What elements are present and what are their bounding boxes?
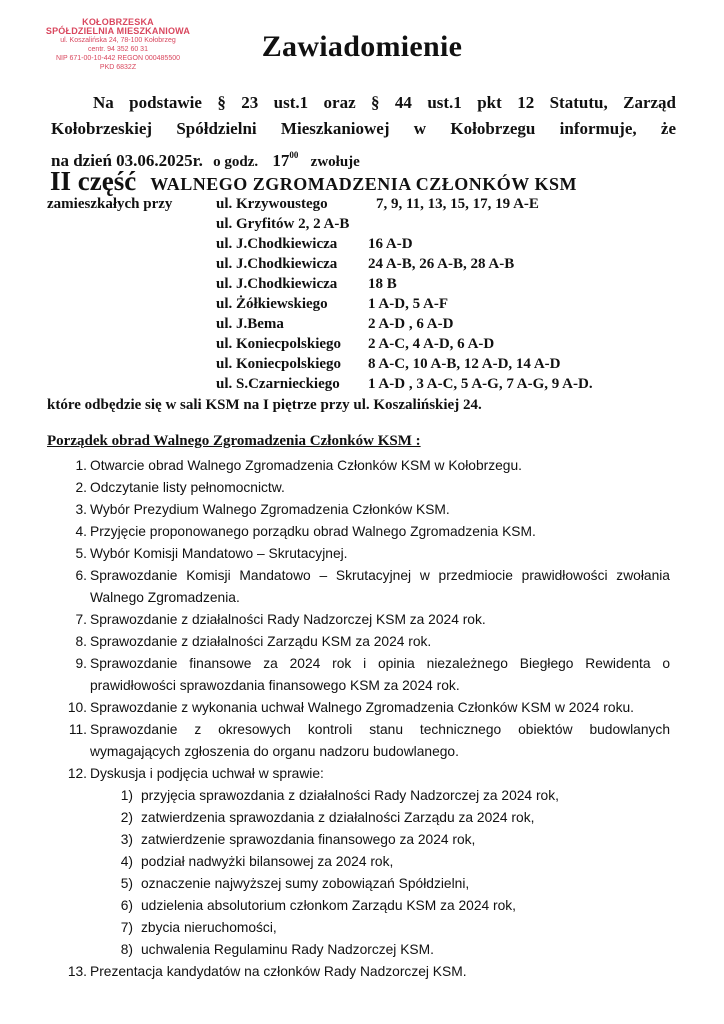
- agenda-item: [58, 719, 670, 763]
- meeting-minutes: 00: [289, 150, 299, 160]
- resolution-item-text: podział nadwyżki bilansowej za 2024 rok,: [141, 854, 394, 869]
- agenda-item-number: 13.: [67, 964, 87, 979]
- street-name: ul. J.Chodkiewicza: [216, 256, 338, 272]
- resolution-item-number: 4): [120, 854, 133, 869]
- resolution-item-number: 8): [120, 942, 133, 957]
- agenda-item-number: 5.: [75, 546, 87, 561]
- resolution-item: [113, 807, 670, 829]
- agenda-item-number: 2.: [75, 480, 87, 495]
- street-name: ul. J.Chodkiewicza: [216, 276, 338, 292]
- agenda-item-number: 12.: [67, 766, 87, 781]
- agenda-item-number: 3.: [75, 502, 87, 517]
- agenda-item-text: Sprawozdanie z okresowych kontroli stanu technicznego obiektów budowlanych wymagających zgłoszenia do organu nadzoru budowlanego.: [90, 722, 670, 759]
- residents-label: zamieszkałych przy: [47, 196, 173, 212]
- resolution-item-text: zbycia nieruchomości,: [141, 920, 277, 935]
- agenda-item: [58, 477, 670, 499]
- resolution-item: [113, 785, 670, 807]
- intro-paragraph: [51, 90, 676, 175]
- agenda-item: [58, 565, 670, 609]
- address-row: [216, 356, 561, 373]
- intro-line: Na podstawie § 23 ust.1 oraz § 44 ust.1 pkt 12 Statutu, Zarząd: [93, 93, 676, 112]
- document-title: Zawiadomienie: [261, 30, 463, 63]
- building-numbers: 18 B: [368, 276, 397, 292]
- street-name: ul. Gryfitów 2, 2 A-B: [216, 216, 350, 232]
- agenda-item-number: 7.: [75, 612, 87, 627]
- street-name: ul. J.Bema: [216, 316, 284, 332]
- agenda-list: [58, 455, 670, 983]
- convenes-label: zwołuje: [310, 154, 360, 170]
- agenda-item-number: 9.: [75, 656, 87, 671]
- address-row: [216, 236, 413, 253]
- agenda-item: [58, 521, 670, 543]
- resolution-item-text: przyjęcia sprawozdania z działalności Rady Nadzorczej za 2024 rok,: [141, 788, 559, 803]
- building-numbers: 2 A-D , 6 A-D: [368, 316, 454, 332]
- part-title: WALNEGO ZGROMADZENIA CZŁONKÓW KSM: [150, 174, 577, 194]
- agenda-item-text: Wybór Prezydium Walnego Zgromadzenia Członków KSM.: [90, 502, 450, 517]
- agenda-item-text: Przyjęcie proponowanego porządku obrad Walnego Zgromadzenia KSM.: [90, 524, 536, 539]
- stamp-line: KOŁOBRZESKA: [82, 17, 154, 27]
- resolution-item-text: udzielenia absolutorium członkom Zarządu KSM za 2024 rok,: [141, 898, 517, 913]
- building-numbers: 24 A-B, 26 A-B, 28 A-B: [368, 256, 515, 272]
- agenda-item-number: 8.: [75, 634, 87, 649]
- agenda-heading: Porządek obrad Walnego Zgromadzenia Członków KSM :: [47, 433, 421, 449]
- agenda-item-number: 11.: [68, 722, 87, 737]
- address-row: [216, 316, 453, 333]
- resolution-item-number: 7): [120, 920, 133, 935]
- resolution-sublist: [58, 785, 670, 961]
- agenda-item: [58, 961, 670, 983]
- resolution-item: [113, 829, 670, 851]
- agenda-item: [58, 609, 670, 631]
- street-name: ul. S.Czarnieckiego: [216, 376, 340, 392]
- agenda-item: [58, 631, 670, 653]
- resolution-item: [113, 895, 670, 917]
- street-name: ul. Koniecpolskiego: [216, 356, 342, 372]
- agenda-sublist-wrapper: [58, 785, 670, 961]
- agenda-item-number: 6.: [75, 568, 87, 583]
- stamp-line: SPÓŁDZIELNIA MIESZKANIOWA: [45, 26, 191, 36]
- agenda-item-text: Sprawozdanie Komisji Mandatowo – Skrutacyjnej w przedmiocie prawidłowości zwołania Walnego Zgromadzenia.: [90, 568, 670, 605]
- resolution-item-number: 1): [120, 788, 133, 803]
- resolution-item-text: uchwalenia Regulaminu Rady Nadzorczej KSM.: [141, 942, 434, 957]
- resolution-item-number: 3): [120, 832, 133, 847]
- agenda-item-text: Sprawozdanie finansowe za 2024 rok i opinia niezależnego Biegłego Rewidenta o prawidłowości sprawozdania finansowego KSM za 2024 rok.: [90, 656, 670, 693]
- agenda-item: [58, 653, 670, 697]
- street-name: ul. Żółkiewskiego: [216, 296, 328, 312]
- street-name: ul. J.Chodkiewicza: [216, 236, 338, 252]
- agenda-item-text: Odczytanie listy pełnomocnictw.: [90, 480, 285, 495]
- stamp-line: ul. Koszalińska 24, 78-100 Kołobrzeg: [60, 37, 176, 44]
- agenda-item: [58, 543, 670, 565]
- agenda-item-text: Sprawozdanie z działalności Zarządu KSM za 2024 rok.: [90, 634, 432, 649]
- agenda-item-text: Sprawozdanie z działalności Rady Nadzorczej KSM za 2024 rok.: [90, 612, 486, 627]
- venue-line: które odbędzie się w sali KSM na I piętrze przy ul. Koszalińskiej 24.: [47, 397, 482, 413]
- building-numbers: 1 A-D, 5 A-F: [368, 296, 448, 312]
- part-number: II część: [50, 166, 137, 196]
- meeting-hour: 17: [272, 151, 290, 170]
- address-row: [216, 336, 494, 353]
- resolution-item: [113, 851, 670, 873]
- time-prefix: o godz.: [213, 154, 259, 170]
- stamp-line: NIP 671-00-10-442 REGON 000485500: [55, 55, 180, 62]
- address-row: [216, 216, 349, 233]
- agenda-item: [58, 499, 670, 521]
- resolution-item-number: 2): [120, 810, 133, 825]
- address-row: [216, 196, 539, 213]
- building-numbers: 1 A-D , 3 A-C, 5 A-G, 7 A-G, 9 A-D.: [368, 376, 593, 392]
- building-numbers: 16 A-D: [368, 236, 413, 252]
- agenda-item: [58, 697, 670, 719]
- resolution-item-number: 5): [120, 876, 133, 891]
- resolution-item: [113, 917, 670, 939]
- resolution-item: [113, 939, 670, 961]
- street-name: ul. Koniecpolskiego: [216, 336, 342, 352]
- stamp-line: PKD 6832Z: [99, 64, 137, 71]
- agenda-item-text: Otwarcie obrad Walnego Zgromadzenia Członków KSM w Kołobrzegu.: [90, 458, 522, 473]
- address-row: [216, 256, 514, 273]
- street-name: ul. Krzywoustego: [216, 196, 328, 212]
- resolution-item-text: oznaczenie najwyższej sumy zobowiązań Spółdzielni,: [141, 876, 470, 891]
- agenda-item-number: 10.: [67, 700, 87, 715]
- address-row: [216, 276, 397, 293]
- meeting-date: na dzień 03.06.2025r.: [51, 151, 203, 170]
- resolution-item-text: zatwierdzenia sprawozdania z działalności Zarządu za 2024 rok,: [141, 810, 535, 825]
- agenda-item: [58, 763, 670, 785]
- address-row: [216, 376, 593, 393]
- agenda-item-text: Sprawozdanie z wykonania uchwał Walnego Zgromadzenia Członków KSM w 2024 roku.: [90, 700, 634, 715]
- assembly-part-heading: [50, 166, 577, 197]
- building-numbers: 2 A-C, 4 A-D, 6 A-D: [368, 336, 495, 352]
- resolution-item: [113, 873, 670, 895]
- agenda-item-number: 4.: [75, 524, 87, 539]
- agenda-item-text: Dyskusja i podjęcia uchwał w sprawie:: [90, 766, 324, 781]
- building-numbers: 8 A-C, 10 A-B, 12 A-D, 14 A-D: [368, 356, 561, 372]
- building-numbers: 7, 9, 11, 13, 15, 17, 19 A-E: [376, 196, 539, 212]
- agenda-item-number: 1.: [75, 458, 87, 473]
- agenda-item-text: Wybór Komisji Mandatowo – Skrutacyjnej.: [90, 546, 348, 561]
- address-row: [216, 296, 448, 313]
- resolution-item-number: 6): [120, 898, 133, 913]
- agenda-item: [58, 455, 670, 477]
- stamp-line: centr. 94 352 60 31: [88, 46, 148, 53]
- intro-line: Kołobrzeskiej Spółdzielni Mieszkaniowej w Kołobrzegu informuje, że: [51, 119, 676, 138]
- agenda-item-text: Prezentacja kandydatów na członków Rady Nadzorczej KSM.: [90, 964, 467, 979]
- resolution-item-text: zatwierdzenie sprawozdania finansowego za 2024 rok,: [141, 832, 476, 847]
